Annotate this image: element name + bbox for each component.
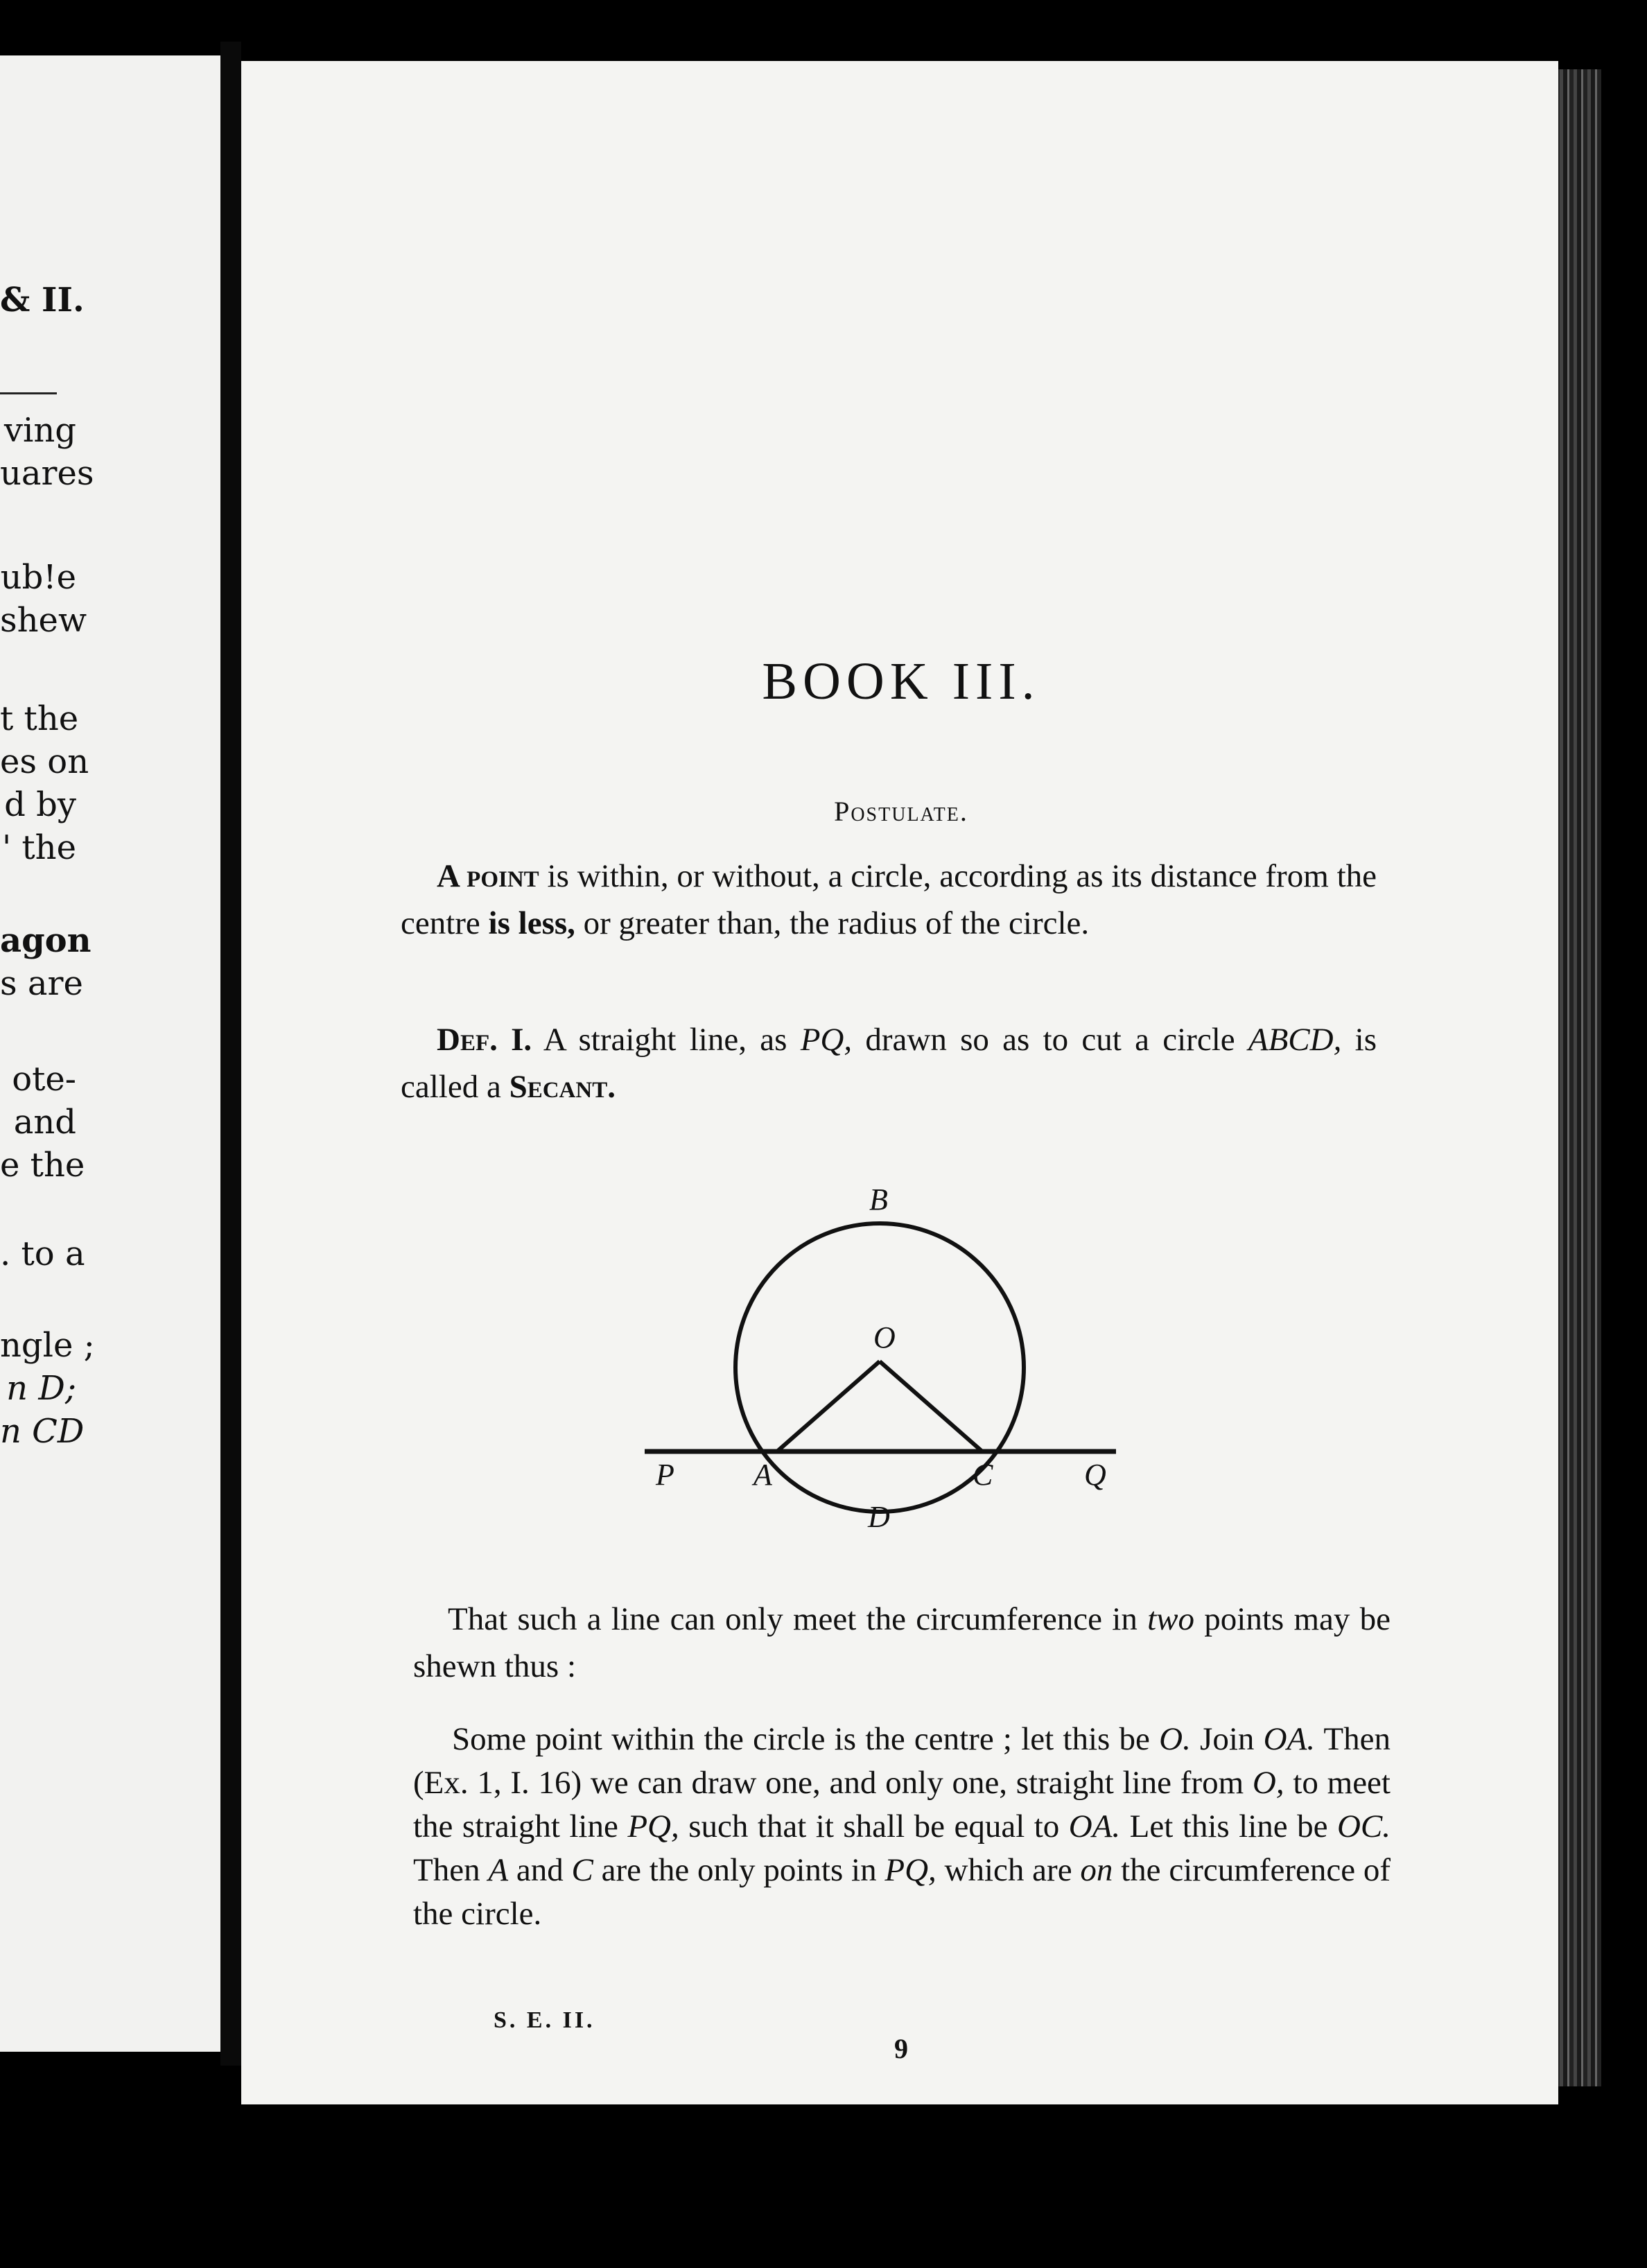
left-text-fragment: uares [0, 454, 94, 493]
proof-text: Let this line be [1120, 1808, 1337, 1844]
left-text-fragment: s are [0, 964, 83, 1003]
paragraph-proof [413, 1718, 1391, 1936]
proof-text: to meet the straight line [413, 1765, 1391, 1844]
postulate-bold-text: is less, [488, 905, 575, 941]
left-text-fragment: and [13, 1103, 76, 1142]
proof-symbol: PQ, [885, 1852, 936, 1888]
left-text-fragment: shew [0, 601, 87, 640]
signature-mark: S. E. II. [494, 2007, 595, 2033]
proof-text: Then [413, 1852, 489, 1888]
proof-text: and [508, 1852, 572, 1888]
paragraph-text: points may be shewn thus : [413, 1601, 1391, 1684]
left-heading-rule [0, 392, 57, 394]
secant-figure [645, 1171, 1130, 1546]
proof-text: which are [936, 1852, 1081, 1888]
paragraph-two-points [413, 1596, 1391, 1690]
postulate-text: or greater than, the radius of the circle. [575, 905, 1090, 941]
left-heading-fragment: & II. [0, 281, 85, 320]
proof-text: Join [1190, 1721, 1264, 1757]
book-gutter [220, 42, 241, 2066]
postulate-paragraph [401, 853, 1377, 947]
proof-symbol: O, [1252, 1765, 1284, 1801]
left-text-fragment: n D; [6, 1369, 76, 1408]
definition-text: is called a [401, 1022, 1377, 1105]
proof-text: such that it shall be equal to [679, 1808, 1069, 1844]
label-c: C [973, 1458, 993, 1492]
definition-term: Secant. [509, 1069, 616, 1105]
proof-symbol: C [571, 1852, 593, 1888]
left-text-fragment: ' the [1, 828, 76, 867]
definition-text: A straight line, as [532, 1022, 801, 1058]
label-q: Q [1084, 1458, 1106, 1492]
definition-line-name: PQ, [800, 1022, 853, 1058]
label-a: A [753, 1458, 772, 1492]
paragraph-italic: two [1147, 1601, 1195, 1637]
left-text-fragment: agon [0, 921, 92, 960]
radius-oa [777, 1361, 880, 1451]
proof-symbol: on [1080, 1852, 1113, 1888]
page-title: BOOK III. [762, 652, 1040, 710]
left-text-fragment: d by [4, 785, 76, 824]
left-text-fragment: n CD [0, 1412, 85, 1451]
proof-text: the circumference of the circle. [413, 1852, 1391, 1932]
definition-paragraph [401, 1016, 1377, 1110]
left-text-fragment: ub!e [0, 558, 76, 597]
proof-text: Then (Ex. 1, I. 16) we can draw one, and only one, straight line from [413, 1721, 1391, 1801]
left-text-fragment: ngle ; [0, 1326, 95, 1365]
label-p: P [656, 1458, 674, 1492]
paragraph-text: That such a line can only meet the circumference in [448, 1601, 1148, 1637]
proof-symbol: OA. [1068, 1808, 1121, 1844]
postulate-text: is within, or without, a circle, according as its distance from the centre [401, 858, 1377, 941]
proof-text: are the only points in [593, 1852, 885, 1888]
radius-oc [880, 1361, 982, 1451]
definition-label: Def. I. [437, 1022, 532, 1058]
proof-symbol: O. [1159, 1721, 1191, 1757]
left-text-fragment: e the [0, 1146, 85, 1185]
left-text-fragment: . to a [0, 1235, 85, 1273]
left-text-fragment: es on [0, 742, 89, 781]
left-text-fragment: t the [0, 699, 79, 738]
page-number: 9 [894, 2033, 908, 2064]
left-text-fragment: ote- [12, 1060, 76, 1099]
definition-circle-name: ABCD, [1248, 1022, 1342, 1058]
section-heading: Postulate. [834, 796, 968, 827]
proof-symbol: OC. [1336, 1808, 1391, 1844]
proof-symbol: OA. [1263, 1721, 1316, 1757]
label-d: D [868, 1500, 890, 1534]
label-o: O [873, 1320, 896, 1354]
proof-symbol: PQ, [627, 1808, 679, 1844]
proof-text: Some point within the circle is the centre ; let this be [452, 1721, 1160, 1757]
left-text-fragment: ving [3, 411, 76, 450]
definition-text: drawn so as to cut a circle [852, 1022, 1248, 1058]
label-b: B [869, 1183, 888, 1216]
left-page [0, 55, 220, 2052]
postulate-lead: A point [437, 858, 539, 894]
proof-symbol: A [488, 1852, 509, 1888]
